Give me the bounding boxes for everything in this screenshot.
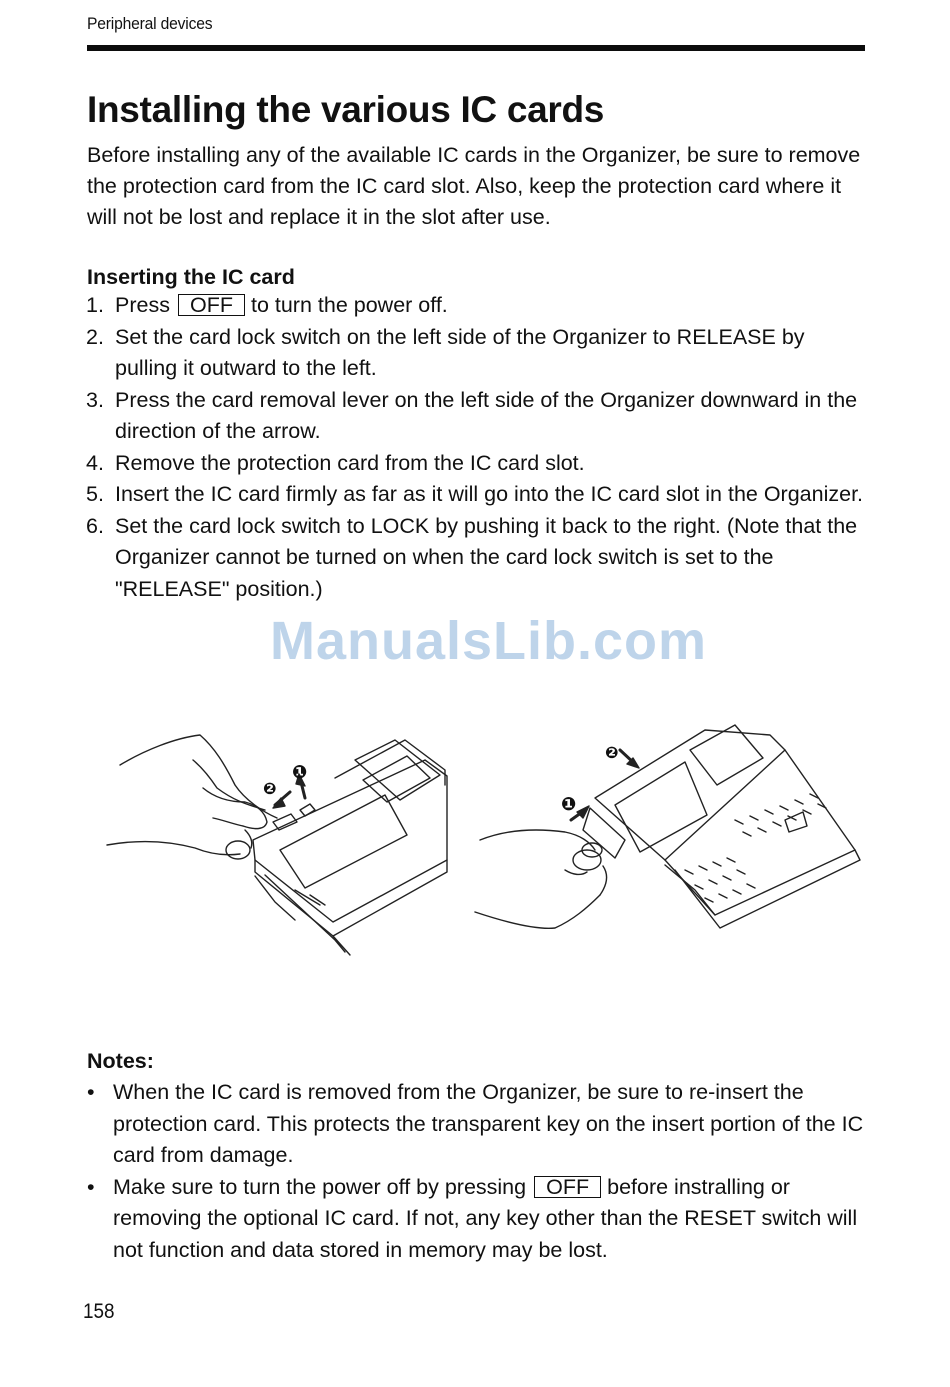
right-organizer-drawing [475, 725, 860, 928]
note-item [87, 1077, 867, 1172]
step-text: Press [115, 293, 170, 317]
inserting-heading: Inserting the IC card [87, 265, 295, 289]
off-key: OFF [534, 1176, 601, 1198]
step-number: 3. [86, 387, 104, 412]
step-item [86, 385, 868, 448]
intro-paragraph: Before installing any of the available IC cards in the Organizer, be sure to remove the protection card from the IC card slot. Also, keep the protection card where it will not be lost and replace it in the slot after use. [87, 143, 861, 229]
step-text: Set the card lock switch to LOCK by pushing it back to the right. (Note that the Organizer cannot be turned on when the card lock switch is set to the "RELEASE" position.) [115, 513, 858, 601]
left-marker-2: ❷ [263, 779, 277, 798]
step-item [86, 479, 868, 511]
notes-list [87, 1077, 867, 1266]
step-number: 1. [86, 293, 104, 317]
right-marker-2: ❷ [605, 743, 619, 762]
left-organizer-drawing [107, 735, 447, 955]
bullet-icon: • [87, 1174, 95, 1199]
note-text: When the IC card is removed from the Organizer, be sure to re-insert the protection card. This protects the transparent key on the insert portion of the IC card from damage. [113, 1080, 864, 1167]
step-number: 2. [86, 324, 104, 349]
bullet-icon: • [87, 1080, 95, 1104]
step-text: Press the card removal lever on the left side of the Organizer downward in the direction of the arrow. [115, 387, 858, 443]
step-item [86, 322, 868, 385]
notes-heading: Notes: [87, 1049, 154, 1073]
steps-list [86, 290, 868, 605]
step-text: Set the card lock switch on the left side of the Organizer to RELEASE by pulling it outward to the left. [115, 324, 805, 380]
installation-illustration [95, 690, 875, 990]
right-marker-1: ❶ [561, 794, 577, 815]
step-item [86, 511, 868, 606]
step-number: 4. [86, 450, 104, 475]
header-rule [87, 45, 865, 51]
note-text: before instralling or removing the optional IC card. If not, any key other than the RESET switch will not function and data stored in memory may be lost. [113, 1174, 858, 1262]
step-item [86, 448, 868, 480]
step-text: Remove the protection card from the IC card slot. [115, 450, 585, 475]
step-number: 6. [86, 513, 104, 538]
step-number: 5. [86, 482, 104, 506]
note-text: Make sure to turn the power off by pressing [113, 1174, 527, 1199]
watermark: ManualsLib.com [270, 611, 708, 671]
page-title: Installing the various IC cards [87, 89, 605, 130]
running-header: Peripheral devices [87, 14, 213, 33]
step-text: to turn the power off. [250, 293, 448, 317]
step-item [86, 290, 868, 322]
page-number: 158 [83, 1300, 115, 1323]
off-key: OFF [178, 294, 245, 316]
left-marker-1: ❶ [292, 762, 308, 783]
step-text: Insert the IC card firmly as far as it will go into the IC card slot in the Organizer. [115, 482, 864, 506]
note-item [87, 1172, 867, 1267]
illustration-svg [95, 690, 875, 990]
